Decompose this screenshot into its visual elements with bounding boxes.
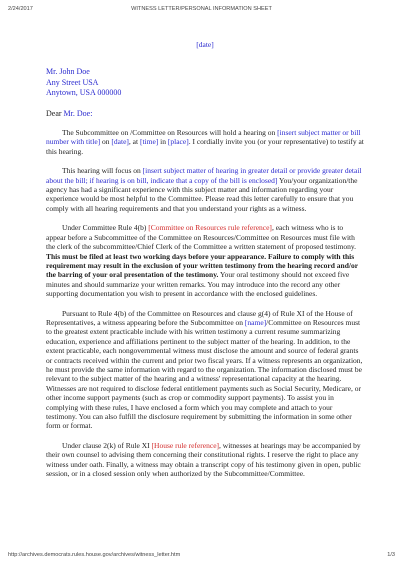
text-run: Under Committee Rule 4(b)	[62, 223, 149, 233]
text-run: Pursuant to Rule 4(b) of the Committee on Resources and clause g(4) of Rule XI of the House of Representatives, a witness appearing before the Subcommittee on	[46, 308, 353, 327]
print-footer	[8, 552, 395, 562]
salutation-prefix: Dear	[46, 108, 64, 118]
address-line: Anytown, USA 000000	[46, 88, 122, 98]
rule-reference-placeholder: [Committee on Resources rule reference]	[148, 223, 272, 233]
text-run: in	[158, 137, 168, 147]
name-placeholder: [name]	[244, 317, 267, 327]
text-run: . I cordially invite you (or your representative) to testify at this hearing.	[46, 137, 364, 156]
paragraph-rule-4b	[46, 223, 364, 298]
house-rule-placeholder: [House rule reference]	[151, 440, 220, 450]
bold-requirement: This must be filed at least two working days before your appearance. Failure to comply with this requirement may result in the exclusion of your written testimony from the hearing record and/or the barring of your oral presentation of the testimony.	[46, 251, 358, 280]
text-run: Under clause 2(k) of Rule XI	[62, 440, 152, 450]
focus-placeholder: [insert subject matter of hearing in greater detail or provide greater detail about the bill; if hearing is on bill, indicate that a copy of the bill is enclosed]	[46, 166, 362, 185]
source-url: http://archives.democrats.rules.house.gov/archives/witness_letter.htm	[8, 552, 181, 558]
text-run: , at	[128, 137, 140, 147]
place-placeholder: [place]	[167, 137, 189, 147]
text-run: , witnesses at hearings may be accompanied by their own counsel to advising them concerning their constitutional rights. I reserve the right to place any witness under oath. Finally, a witness may obtain a transcript copy of his testimony given in open, public session, or in a closed session only when authorized by the Subcommittee/Committee.	[46, 440, 361, 479]
paragraph-disclosure	[46, 309, 364, 431]
address-line: Mr. John Doe	[46, 67, 90, 77]
page-number: 1/3	[387, 552, 395, 558]
letter-body	[46, 40, 364, 488]
subject-placeholder: [insert subject matter or bill number with title]	[46, 128, 361, 147]
date-placeholder-inline: [date]	[111, 137, 129, 147]
paragraph-hearing-focus	[46, 166, 364, 213]
text-run: The Subcommittee on /Committee on Resources will hold a hearing on	[62, 128, 278, 138]
paragraph-counsel	[46, 441, 364, 479]
date-placeholder: [date]	[196, 40, 214, 49]
salutation-name: Mr. Doe:	[63, 108, 93, 118]
print-title: WITNESS LETTER/PERSONAL INFORMATION SHEET	[131, 6, 272, 12]
text-run: /Committee on Resources must to the greatest extent practicable include with his written testimony a current resume summarizing education, experience and affiliations pertinent to the subject matter of the hearing. In addition, to the extent practicable, each nongovernmental witness must disclose the amount and source of federal grants or contracts received within the current and prior two fiscal years. If a witness represents an organization, he must provide the same information with regard to the organization. The information disclosed must be relevant to the subject matter of the hearing and a witness' representational capacity at the hearing. Witnesses are not required to disclose federal entitlement payments such as Social Security, Medicare, or other income support payments (such as crop or commodity support payments). To assist you in complying with these rules, I have enclosed a form which you may complete and attach to your testimony. You can also fulfill the disclosure requirement by submitting the information in some other form or format.	[46, 317, 363, 431]
text-run: You/your organization/the agency has had a significant experience with this subject matter and information regarding your experience would be most helpful to the Committee. Please read this letter carefully to ensure that you comply with all hearing requirements and that you understand your rights as a witness.	[46, 175, 358, 213]
salutation	[46, 109, 364, 118]
recipient-address	[46, 67, 364, 98]
text-run: , each witness who is to appear before a Subcommittee of the Committee on Resources/Committee on Resources must file with the clerk of the subcommittee/Chief Clerk of the Committee a written statement of proposed testimony.	[46, 223, 357, 252]
paragraph-hearing-invite	[46, 128, 364, 156]
text-run: on	[100, 137, 112, 147]
time-placeholder: [time]	[139, 137, 159, 147]
address-line: Any Street USA	[46, 77, 99, 87]
text-run: Your oral testimony should not exceed five minutes and should summarize your written remarks. You may introduce into the record any other supporting documentation you wish to present in accordance with the enclosed guidelines.	[46, 270, 350, 299]
print-header	[8, 6, 395, 16]
text-run: This hearing will focus on	[62, 166, 143, 176]
print-date: 2/24/2017	[8, 6, 33, 12]
